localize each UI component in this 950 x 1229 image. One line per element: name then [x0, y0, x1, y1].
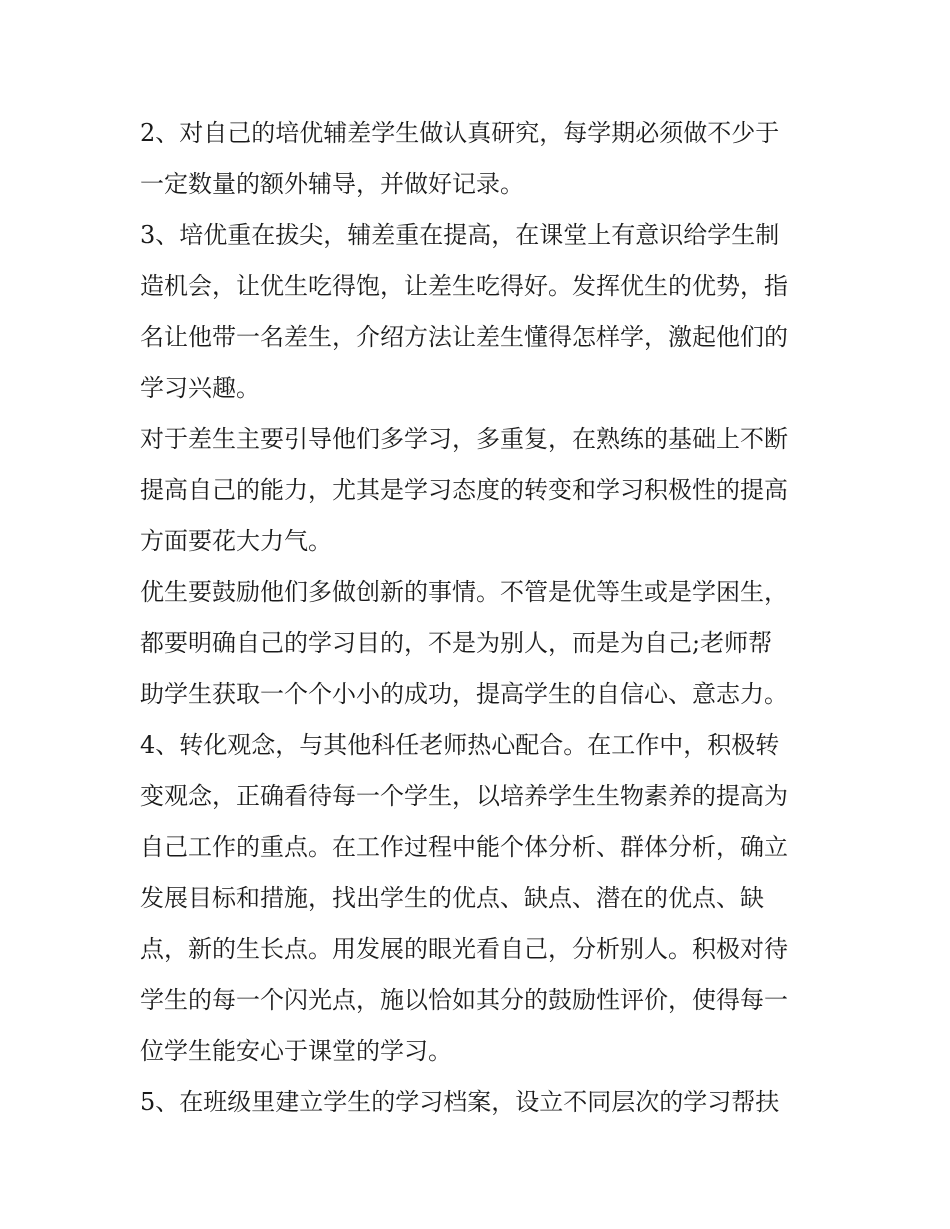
text-line: 4、转化观念，与其他科任老师热心配合。在工作中，积极转	[140, 731, 780, 759]
text-line: 提高自己的能力，尤其是学习态度的转变和学习积极性的提高	[140, 476, 788, 504]
text-line: 学习兴趣。	[140, 374, 260, 402]
text-line: 一定数量的额外辅导，并做好记录。	[140, 170, 524, 198]
text-line: 名让他带一名差生，介绍方法让差生懂得怎样学，激起他们的	[140, 323, 788, 351]
text-line: 优生要鼓励他们多做创新的事情。不管是优等生或是学困生，	[140, 578, 788, 606]
text-line: 3、培优重在拔尖，辅差重在提高，在课堂上有意识给学生制	[140, 221, 780, 249]
text-line: 对于差生主要引导他们多学习，多重复，在熟练的基础上不断	[140, 425, 788, 453]
text-line: 2、对自己的培优辅差学生做认真研究，每学期必须做不少于	[140, 119, 780, 147]
text-line: 造机会，让优生吃得饱，让差生吃得好。发挥优生的优势，指	[140, 272, 788, 300]
text-line: 位学生能安心于课堂的学习。	[140, 1037, 452, 1065]
text-line: 5、在班级里建立学生的学习档案，设立不同层次的学习帮扶	[140, 1088, 780, 1116]
text-line: 方面要花大力气。	[140, 527, 332, 555]
text-line: 发展目标和措施，找出学生的优点、缺点、潜在的优点、缺	[140, 884, 764, 912]
text-line: 都要明确自己的学习目的，不是为别人，而是为自己;老师帮	[140, 629, 773, 657]
text-line: 自己工作的重点。在工作过程中能个体分析、群体分析，确立	[140, 833, 788, 861]
document-body	[140, 108, 820, 1128]
text-line: 变观念，正确看待每一个学生，以培养学生生物素养的提高为	[140, 782, 788, 810]
text-line: 学生的每一个闪光点，施以恰如其分的鼓励性评价，使得每一	[140, 986, 788, 1014]
text-line: 助学生获取一个个小小的成功，提高学生的自信心、意志力。	[140, 680, 788, 708]
text-line: 点，新的生长点。用发展的眼光看自己，分析别人。积极对待	[140, 935, 788, 963]
